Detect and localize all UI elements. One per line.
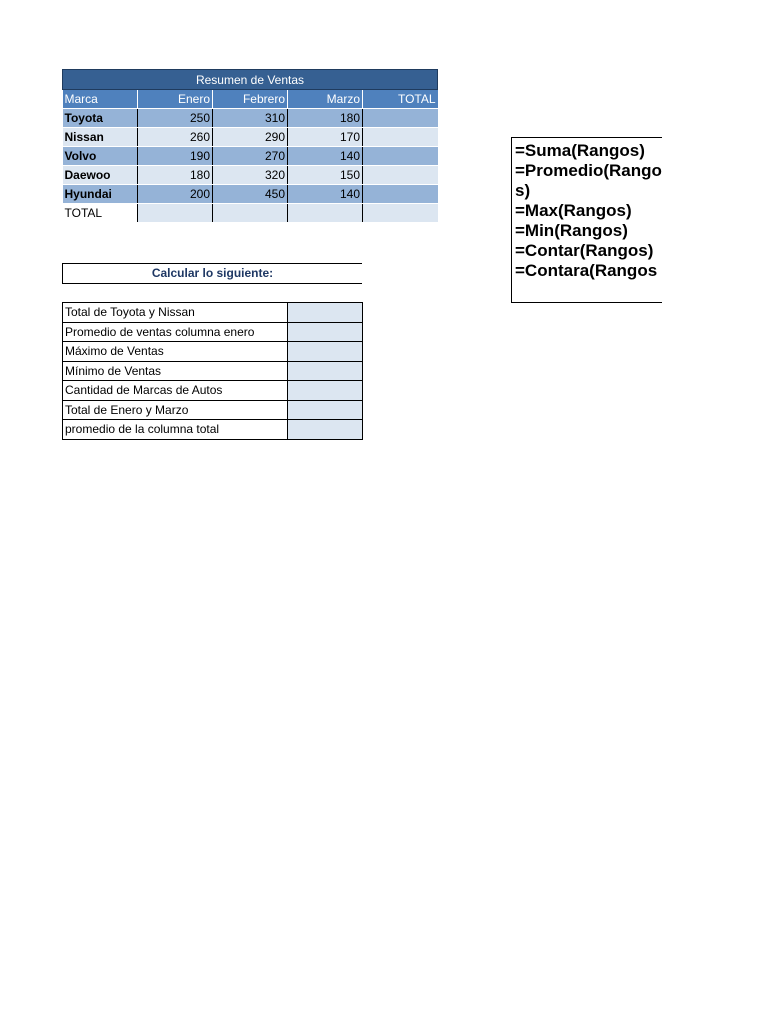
total-cell[interactable]	[363, 185, 438, 204]
calculate-heading[interactable]: Calcular lo siguiente:	[62, 263, 362, 284]
formula-promedio-wrap: s)	[515, 181, 531, 200]
answer-cell[interactable]	[288, 342, 363, 362]
question-label[interactable]: promedio de la columna total	[63, 420, 288, 440]
question-row	[63, 342, 363, 362]
sales-summary-table	[62, 69, 438, 223]
formula-suma: =Suma(Rangos)	[515, 141, 645, 160]
formula-promedio: =Promedio(Rango	[515, 161, 662, 180]
total-cell[interactable]	[363, 147, 438, 166]
febrero-cell[interactable]: 450	[213, 185, 288, 204]
question-row	[63, 420, 363, 440]
header-marzo[interactable]: Marzo	[288, 90, 363, 109]
answer-cell[interactable]	[288, 361, 363, 381]
brand-cell[interactable]: Toyota	[63, 109, 138, 128]
total-cell[interactable]	[363, 128, 438, 147]
total-cell[interactable]	[363, 166, 438, 185]
header-enero[interactable]: Enero	[138, 90, 213, 109]
marzo-total-cell[interactable]	[288, 204, 363, 223]
febrero-cell[interactable]: 320	[213, 166, 288, 185]
marzo-cell[interactable]: 180	[288, 109, 363, 128]
marzo-cell[interactable]: 140	[288, 147, 363, 166]
question-label[interactable]: Máximo de Ventas	[63, 342, 288, 362]
answer-cell[interactable]	[288, 420, 363, 440]
answer-cell[interactable]	[288, 322, 363, 342]
table-row	[63, 185, 438, 204]
febrero-cell[interactable]: 270	[213, 147, 288, 166]
brand-cell[interactable]: Hyundai	[63, 185, 138, 204]
totals-row	[63, 204, 438, 223]
table-row	[63, 166, 438, 185]
question-label[interactable]: Total de Toyota y Nissan	[63, 303, 288, 323]
answer-cell[interactable]	[288, 303, 363, 323]
table-row	[63, 109, 438, 128]
answer-cell[interactable]	[288, 400, 363, 420]
enero-cell[interactable]: 260	[138, 128, 213, 147]
grand-total-cell[interactable]	[363, 204, 438, 223]
enero-cell[interactable]: 190	[138, 147, 213, 166]
question-row	[63, 400, 363, 420]
header-total[interactable]: TOTAL	[363, 90, 438, 109]
marzo-cell[interactable]: 150	[288, 166, 363, 185]
formula-min: =Min(Rangos)	[515, 221, 628, 240]
formula-max: =Max(Rangos)	[515, 201, 632, 220]
brand-cell[interactable]: Nissan	[63, 128, 138, 147]
question-row	[63, 322, 363, 342]
brand-cell[interactable]: Volvo	[63, 147, 138, 166]
brand-cell[interactable]: Daewoo	[63, 166, 138, 185]
enero-cell[interactable]: 200	[138, 185, 213, 204]
formula-contara: =Contara(Rangos	[515, 261, 658, 280]
enero-cell[interactable]: 180	[138, 166, 213, 185]
table-title[interactable]: Resumen de Ventas	[63, 70, 438, 90]
febrero-total-cell[interactable]	[213, 204, 288, 223]
total-label-cell[interactable]: TOTAL	[63, 204, 138, 223]
enero-cell[interactable]: 250	[138, 109, 213, 128]
formula-contar: =Contar(Rangos)	[515, 241, 654, 260]
question-label[interactable]: Mínimo de Ventas	[63, 361, 288, 381]
question-row	[63, 361, 363, 381]
febrero-cell[interactable]: 310	[213, 109, 288, 128]
header-febrero[interactable]: Febrero	[213, 90, 288, 109]
total-cell[interactable]	[363, 109, 438, 128]
table-title-row	[63, 70, 438, 90]
question-label[interactable]: Promedio de ventas columna enero	[63, 322, 288, 342]
questions-table	[62, 302, 363, 440]
enero-total-cell[interactable]	[138, 204, 213, 223]
febrero-cell[interactable]: 290	[213, 128, 288, 147]
question-label[interactable]: Cantidad de Marcas de Autos	[63, 381, 288, 401]
formula-hint-box[interactable]	[511, 137, 662, 303]
question-row	[63, 303, 363, 323]
answer-cell[interactable]	[288, 381, 363, 401]
marzo-cell[interactable]: 170	[288, 128, 363, 147]
question-label[interactable]: Total de Enero y Marzo	[63, 400, 288, 420]
table-header-row	[63, 90, 438, 109]
marzo-cell[interactable]: 140	[288, 185, 363, 204]
header-marca[interactable]: Marca	[63, 90, 138, 109]
question-row	[63, 381, 363, 401]
table-row	[63, 128, 438, 147]
table-row	[63, 147, 438, 166]
